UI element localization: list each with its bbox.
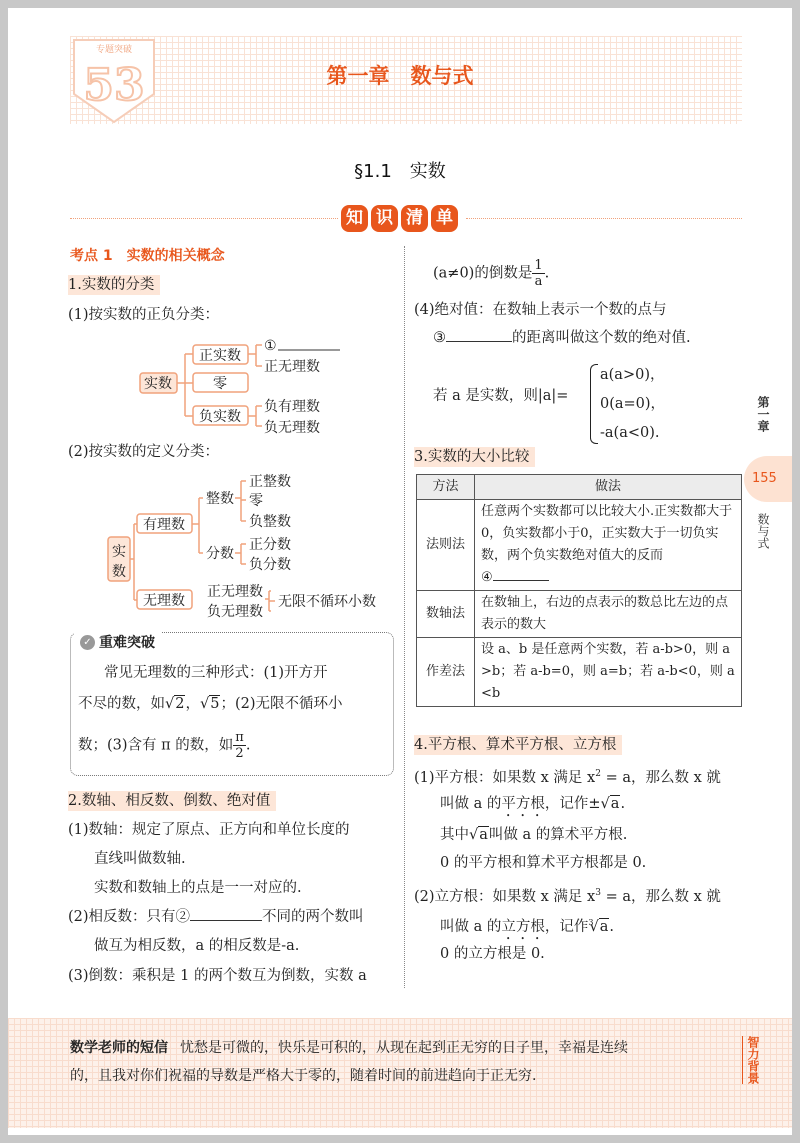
svg-text:分数: 分数 xyxy=(206,546,234,562)
svg-text:实数: 实数 xyxy=(144,376,172,392)
paragraph-line: (3)倒数：乘积是 1 的两个数互为倒数，实数 a xyxy=(68,968,367,984)
svg-text:负实数: 负实数 xyxy=(199,409,241,425)
banner-char: 知 xyxy=(341,205,368,232)
tip-title: 重难突破 xyxy=(99,635,155,651)
svg-text:负无理数: 负无理数 xyxy=(264,420,320,436)
svg-text:53: 53 xyxy=(83,60,145,111)
comparison-table: 方法 做法 法则法 任意两个实数都可以比较大小.正实数都大于0，负实数都小于0，正实数大于一切负实数，两个负实数绝对值大的反而 ④ 数轴法 在数轴上，右边的点表示的数总比左边的点表示的数大 作差法 设 a、b 是任意两个实数，若 a-b>0，则 a>b；若 a-b=0，则 a=b；若 a-b<0，则 a<b xyxy=(416,474,742,707)
tip-line: 数；(3)含有 π 的数，如 $\frac{\pi}{2}$ . xyxy=(78,730,251,761)
case-line: -a(a<0). xyxy=(600,425,660,441)
paragraph-line: 其中√ a叫做 a 的算术平方根. xyxy=(440,825,627,845)
chapter-title: 第一章 数与式 xyxy=(326,64,474,88)
heading-comparison: 3.实数的大小比较 xyxy=(414,447,535,467)
svg-text:整数: 整数 xyxy=(206,491,234,507)
answer-blank-4[interactable] xyxy=(493,567,549,581)
page-number: 155 xyxy=(744,456,792,502)
column-divider xyxy=(404,246,405,988)
paragraph-line: (2)立方根：如果数 x 满足 $x^3 = a$，那么数 x 就 xyxy=(414,888,721,905)
banner-line-right xyxy=(466,218,742,219)
classification-tree-sign xyxy=(128,336,388,436)
footer-line: 数学老师的短信 忧愁是可微的，快乐是可积的，从现在起到正无穷的日子里，幸福是连续 xyxy=(70,1040,628,1056)
paragraph-line: 直线叫做数轴. xyxy=(94,851,186,867)
svg-text:正分数: 正分数 xyxy=(249,537,291,553)
paragraph-line: 叫做 a 的立方根，记作$^3$√ a. xyxy=(440,913,614,943)
answer-blank-2[interactable] xyxy=(190,907,262,921)
paragraph-line: ③ 的距离叫做这个数的绝对值. xyxy=(433,330,691,346)
svg-text:零: 零 xyxy=(249,493,263,509)
kaodian-heading: 考点 1 实数的相关概念 xyxy=(70,248,225,264)
table-row: 法则法 任意两个实数都可以比较大小.正实数都大于0，负实数都小于0，正实数大于一切负实数，两个负实数绝对值大的反而 ④ xyxy=(417,500,742,591)
case-line: 0(a=0)， xyxy=(600,396,666,412)
heading-roots: 4.平方根、算术平方根、立方根 xyxy=(414,735,622,755)
banner-char: 单 xyxy=(431,205,458,232)
paragraph-line: (4)绝对值：在数轴上表示一个数的点与 xyxy=(414,302,667,318)
tip-line: 不尽的数，如√ 2，√ 5；(2)无限不循环小 xyxy=(78,694,343,714)
textbook-page xyxy=(8,8,792,1135)
answer-blank-3[interactable] xyxy=(446,328,512,342)
heading-classification: 1.实数的分类 xyxy=(68,275,160,295)
table-row: 数轴法 在数轴上，右边的点表示的数总比左边的点表示的数大 xyxy=(417,591,742,638)
svg-text:正无理数: 正无理数 xyxy=(264,359,320,375)
paragraph-line: (2)相反数：只有② 不同的两个数叫 xyxy=(68,909,364,925)
tip-heading xyxy=(74,632,161,652)
svg-text:专题突破: 专题突破 xyxy=(95,45,133,55)
svg-text:实: 实 xyxy=(112,544,126,560)
paragraph-line: 0 的平方根和算术平方根都是 0. xyxy=(440,855,647,871)
table-row: 作差法 设 a、b 是任意两个实数，若 a-b>0，则 a>b；若 a-b=0，则 a=b；若 a-b<0，则 a<b xyxy=(417,638,742,707)
svg-text:正无理数: 正无理数 xyxy=(207,584,263,600)
paragraph-line: (1)数轴：规定了原点、正方向和单位长度的 xyxy=(68,822,350,838)
tip-line: 常见无理数的三种形式：(1)开方开 xyxy=(104,665,328,681)
footer-label: 数学老师的短信 xyxy=(70,1040,168,1056)
svg-text:正实数: 正实数 xyxy=(199,348,241,364)
paragraph-line: 叫做 a 的平方根，记作±√ a. xyxy=(440,794,625,820)
paragraph-line: (a≠0)的倒数是 $\frac{1}{a}$ . xyxy=(433,258,550,289)
banner-line-left xyxy=(70,218,338,219)
footer-side-label: 智力背景 xyxy=(742,1036,762,1084)
classification-tree-definition xyxy=(103,470,393,630)
brace xyxy=(590,364,598,444)
paragraph-line: 做互为相反数，a 的相反数是-a. xyxy=(94,938,300,954)
case-line: a(a>0)， xyxy=(600,367,665,383)
paragraph-line: (1)平方根：如果数 x 满足 $x^2 = a$，那么数 x 就 xyxy=(414,769,721,786)
side-topic-label: 数与式 xyxy=(756,513,770,549)
svg-text:正整数: 正整数 xyxy=(249,474,291,490)
svg-text:负有理数: 负有理数 xyxy=(264,399,320,415)
svg-text:数: 数 xyxy=(112,564,126,580)
abs-formula-label: 若 a 是实数，则|a|= xyxy=(433,388,569,404)
svg-text:负整数: 负整数 xyxy=(249,514,291,530)
section-title: §1.1 实数 xyxy=(354,161,446,182)
svg-text:负分数: 负分数 xyxy=(249,557,291,573)
paragraph-line: 实数和数轴上的点是一一对应的. xyxy=(94,880,302,896)
paragraph-line: 0 的立方根是 0. xyxy=(440,946,545,962)
svg-text:无限不循环小数: 无限不循环小数 xyxy=(278,594,376,610)
svg-text:无理数: 无理数 xyxy=(143,593,185,609)
svg-text:有理数: 有理数 xyxy=(143,517,185,533)
svg-text:负无理数: 负无理数 xyxy=(207,604,263,620)
subheading-definition: (2)按实数的定义分类： xyxy=(68,444,220,460)
heading-number-line: 2.数轴、相反数、倒数、绝对值 xyxy=(68,791,276,811)
side-chapter-label: 第一章 xyxy=(756,396,770,432)
banner-char: 清 xyxy=(401,205,428,232)
check-icon: ✓ xyxy=(80,635,95,650)
svg-text:①: ① xyxy=(264,338,277,354)
footer-line: 的，且我对你们祝福的导数是严格大于零的，随着时间的前进趋向于正无穷. xyxy=(70,1068,537,1084)
svg-text:零: 零 xyxy=(213,376,227,392)
banner-char: 识 xyxy=(371,205,398,232)
subheading-sign: (1)按实数的正负分类： xyxy=(68,307,220,323)
